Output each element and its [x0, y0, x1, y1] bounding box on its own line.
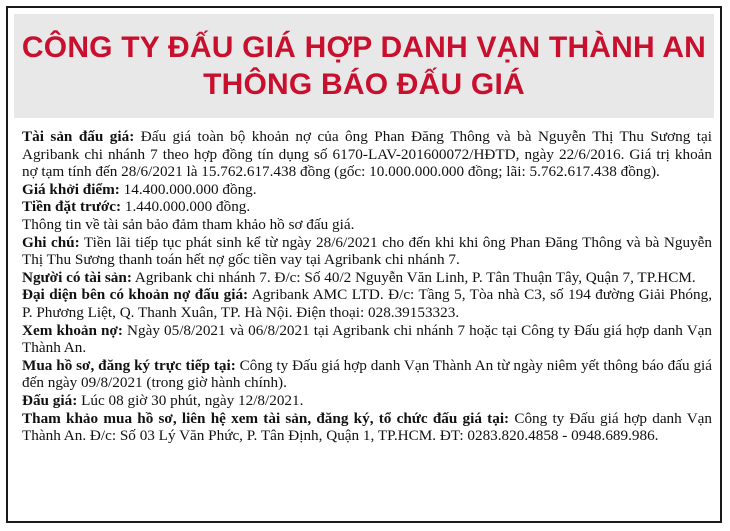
item-label: Ghi chú: [22, 233, 80, 251]
notice-body [22, 128, 712, 445]
item-label: Đấu giá: [22, 391, 78, 409]
item-debt-representative [22, 286, 712, 321]
item-label: Tham khảo mua hồ sơ, liên hệ xem tài sản, đăng ký, tổ chức đấu giá tại: [22, 409, 510, 427]
item-auction-time [22, 392, 712, 410]
item-note [22, 234, 712, 269]
item-text: Lúc 08 giờ 30 phút, ngày 12/8/2021. [77, 391, 304, 409]
item-starting-price [22, 181, 712, 199]
item-label: Đại diện bên có khoản nợ đấu giá: [22, 286, 249, 304]
item-deposit [22, 198, 712, 216]
item-asset-owner [22, 269, 712, 287]
item-collateral-info [22, 216, 712, 234]
item-label: Tiền đặt trước: [22, 198, 122, 216]
item-text: 1.440.000.000 đồng. [121, 198, 251, 216]
item-label: Tài sản đấu giá: [22, 128, 135, 145]
item-text: Ngày 05/8/2021 và 06/8/2021 tại Agribank chi nhánh 7 hoặc tại Công ty Đấu giá hợp danh Vạn Thành An. [22, 321, 712, 357]
item-view-debt [22, 322, 712, 357]
item-text: 14.400.000.000 đồng. [119, 180, 257, 198]
item-label: Mua hồ sơ, đăng ký trực tiếp tại: [22, 356, 236, 374]
item-label: Xem khoản nợ: [22, 321, 123, 339]
item-asset [22, 128, 712, 181]
item-contact [22, 410, 712, 445]
item-text: Công ty Đấu giá hợp danh Vạn Thành An. Đ/c: Số 03 Lý Văn Phức, P. Tân Định, Quận 1, TP.HCM. ĐT: 0283.820.4858 - 0948.689.986. [22, 409, 712, 445]
item-text: Agribank AMC LTD. Đ/c: Tầng 5, Tòa nhà C3, số 194 đường Giải Phóng, P. Phương Liệt, Q. Thanh Xuân, TP. Hà Nội. Điện thoại: 028.39153323. [22, 286, 712, 321]
notice-header [14, 14, 714, 118]
item-label: Giá khởi điểm: [22, 180, 120, 198]
item-text: Agribank chi nhánh 7. Đ/c: Số 40/2 Nguyễn Văn Linh, P. Tân Thuận Tây, Quận 7, TP.HCM. [131, 268, 696, 286]
item-label: Người có tài sản: [22, 268, 132, 286]
item-text: Công ty Đấu giá hợp danh Vạn Thành An từ ngày niêm yết thông báo đấu giá đến ngày 09/8/2021 (trong giờ hành chính). [22, 356, 712, 392]
notice-frame [6, 6, 722, 523]
item-text: Tiền lãi tiếp tục phát sinh kể từ ngày 28/6/2021 cho đến khi khi ông Phan Đăng Thông và bà Nguyễn Thị Thu Sương thanh toán hết nợ gốc tiền vay tại Agribank chi nhánh 7. [22, 233, 713, 269]
item-text: Đấu giá toàn bộ khoản nợ của ông Phan Đăng Thông và bà Nguyễn Thị Thu Sương tại Agribank chi nhánh 7 theo hợp đồng tín dụng số 6170-LAV-201600072/HĐTD, ngày 22/6/2016. Giá trị khoản nợ tạm tính đến 28/6/2021 là 15.762.617.438 đồng (gốc: 10.000.000.000 đồng; lãi: 5.762.617.438 đồng). [22, 128, 712, 181]
item-buy-documents [22, 357, 712, 392]
notice-title: THÔNG BÁO ĐẤU GIÁ [203, 68, 525, 101]
company-name: CÔNG TY ĐẤU GIÁ HỢP DANH VẠN THÀNH AN [21, 31, 707, 64]
item-text: Thông tin về tài sản bảo đảm tham khảo hồ sơ đấu giá. [22, 215, 355, 233]
